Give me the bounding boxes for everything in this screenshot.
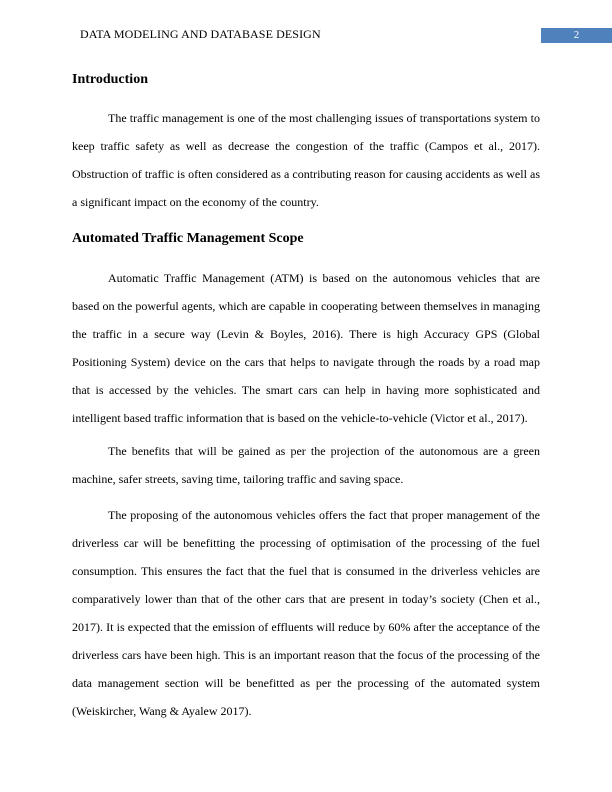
paragraph-atm-2: The benefits that will be gained as per the projection of the autonomous are a green machine, safer streets, saving time, tailoring traffic and saving space. [72, 444, 540, 486]
page-number: 2 [541, 28, 612, 43]
section-heading-introduction: Introduction [72, 72, 148, 87]
running-header: DATA MODELING AND DATABASE DESIGN [80, 27, 321, 41]
paragraph-atm-3: The proposing of the autonomous vehicles offers the fact that proper management of the driverless car will be benefitting the processing of optimisation of the processing of the fuel consumption. This ensures the fact that the fuel that is consumed in the driverless vehicles are comparatively lower than that of the other cars that are present in today’s society (Chen et al., 2017). It is expected that the emission of effluents will reduce by 60% after the acceptance of the driverless cars have been high. This is an important reason that the focus of the processing of the data management section will be benefitted as per the processing of the automated system (Weiskircher, Wang & Ayalew 2017). [72, 508, 540, 718]
paragraph-atm-1: Automatic Traffic Management (ATM) is based on the autonomous vehicles that are based on the powerful agents, which are capable in cooperating between themselves in managing the traffic in a secure way (Levin & Boyles, 2016). There is high Accuracy GPS (Global Positioning System) device on the cars that helps to navigate through the roads by a road map that is accessed by the vehicles. The smart cars can help in having more sophisticated and intelligent based traffic information that is based on the vehicle-to-vehicle (Victor et al., 2017). [72, 271, 540, 425]
paragraph-intro: The traffic management is one of the most challenging issues of transportations system to keep traffic safety as well as decrease the congestion of the traffic (Campos et al., 2017). Obstruction of traffic is often considered as a contributing reason for causing accidents as well as a significant impact on the economy of the country. [72, 111, 540, 209]
section-heading-atm-scope: Automated Traffic Management Scope [72, 231, 304, 246]
